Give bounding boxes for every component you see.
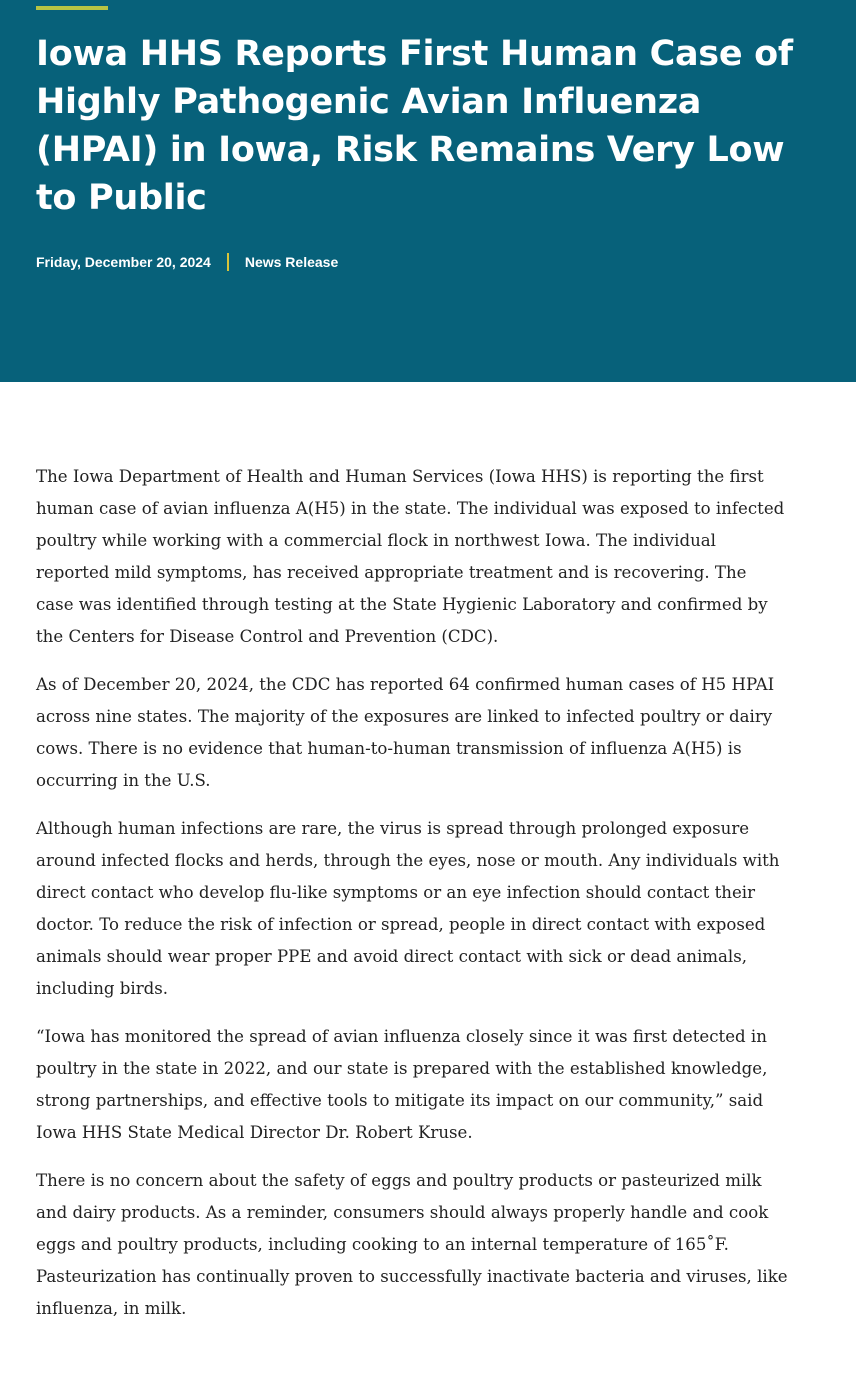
article-category[interactable]: News Release [244,254,339,270]
article-paragraph: Although human infections are rare, the virus is spread through prolonged exposure around infected flocks and herds, through the eyes, nose or mouth. Any individuals with direct contact who develop flu-like symptoms or an eye infection should contact their doctor. To reduce the risk of infection or spread, people in direct contact with exposed animals should wear proper PPE and avoid direct contact with sick or dead animals, including birds. [36,819,780,998]
meta-separator [227,253,229,271]
accent-bar [36,6,108,10]
article-body [36,461,788,1341]
article-header [0,0,856,382]
article-paragraph: There is no concern about the safety of eggs and poultry products or pasteurized milk and dairy products. As a reminder, consumers should always properly handle and cook eggs and poultry products, including cooking to an internal temperature of 165˚F. Pasteurization has continually proven to successfully inactivate bacteria and viruses, like influenza, in milk. [36,1171,788,1318]
page-title: Iowa HHS Reports First Human Case of Highly Pathogenic Avian Influenza (HPAI) in Iowa, Risk Remains Very Low to Public [36,34,793,218]
article-meta [36,252,338,272]
article-paragraph: As of December 20, 2024, the CDC has reported 64 confirmed human cases of H5 HPAI across nine states. The majority of the exposures are linked to infected poultry or dairy cows. There is no evidence that human-to-human transmission of influenza A(H5) is occurring in the U.S. [36,675,775,790]
publish-date: Friday, December 20, 2024 [36,254,211,270]
article-paragraph: “Iowa has monitored the spread of avian influenza closely since it was first detected in poultry in the state in 2022, and our state is prepared with the established knowledge, strong partnerships, and effective tools to mitigate its impact on our community,” said Iowa HHS State Medical Director Dr. Robert Kruse. [36,1027,768,1142]
article-paragraph: The Iowa Department of Health and Human Services (Iowa HHS) is reporting the first human case of avian influenza A(H5) in the state. The individual was exposed to infected poultry while working with a commercial flock in northwest Iowa. The individual reported mild symptoms, has received appropriate treatment and is recovering. The case was identified through testing at the State Hygienic Laboratory and confirmed by the Centers for Disease Control and Prevention (CDC). [36,467,785,646]
